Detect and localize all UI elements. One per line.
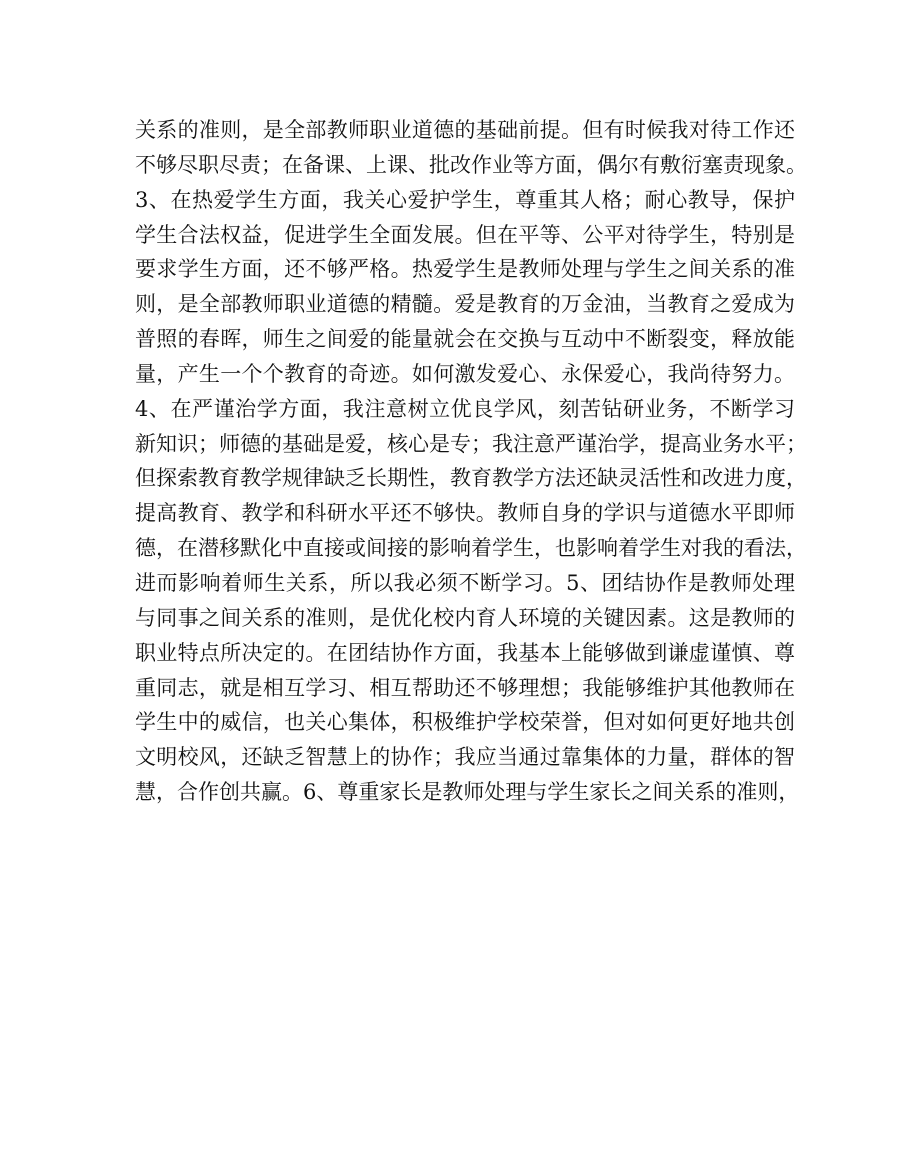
text-line: 但探索教育教学规律缺乏长期性，教育教学方法还缺灵活性和改进力度， [135, 466, 807, 491]
text-line: 4、在严谨治学方面，我注意树立优良学风，刻苦钻研业务，不断学习 [135, 396, 795, 421]
text-line: 学生中的威信，也关心集体，积极维护学校荣誉，但对如何更好地共创 [135, 710, 795, 735]
text-line: 新知识；师德的基础是爱，核心是专；我注意严谨治学，提高业务水平； [135, 431, 807, 456]
text-line: 普照的春晖，师生之间爱的能量就会在交换与互动中不断裂变，释放能 [135, 327, 795, 352]
text-line: 不够尽职尽责；在备课、上课、批改作业等方面，偶尔有敷衍塞责现象。 [135, 152, 807, 177]
text-line: 量，产生一个个教育的奇迹。如何激发爱心、永保爱心，我尚待努力。 [135, 361, 795, 386]
text-line: 慧，合作创共赢。6、尊重家长是教师处理与学生家长之间关系的准则， [135, 780, 800, 805]
body-text [135, 113, 807, 810]
text-line: 要求学生方面，还不够严格。热爱学生是教师处理与学生之间关系的准 [135, 257, 795, 282]
text-line: 进而影响着师生关系，所以我必须不断学习。5、团结协作是教师处理 [135, 570, 795, 595]
text-line: 则，是全部教师职业道德的精髓。爱是教育的万金油，当教育之爱成为 [135, 292, 795, 317]
text-line: 学生合法权益，促进学生全面发展。但在平等、公平对待学生，特别是 [135, 222, 795, 247]
text-line: 德，在潜移默化中直接或间接的影响着学生，也影响着学生对我的看法， [135, 536, 807, 561]
text-line: 职业特点所决定的。在团结协作方面，我基本上能够做到谦虚谨慎、尊 [135, 640, 795, 665]
text-line: 3、在热爱学生方面，我关心爱护学生，尊重其人格；耐心教导，保护 [135, 187, 795, 212]
text-line: 关系的准则，是全部教师职业道德的基础前提。但有时候我对待工作还 [135, 118, 795, 142]
text-line: 提高教育、教学和科研水平还不够快。教师自身的学识与道德水平即师 [135, 501, 795, 526]
text-line: 重同志，就是相互学习、相互帮助还不够理想；我能够维护其他教师在 [135, 675, 795, 700]
text-line: 与同事之间关系的准则，是优化校内育人环境的关键因素。这是教师的 [135, 605, 795, 630]
text-line: 文明校风，还缺乏智慧上的协作；我应当通过靠集体的力量，群体的智 [135, 745, 795, 770]
